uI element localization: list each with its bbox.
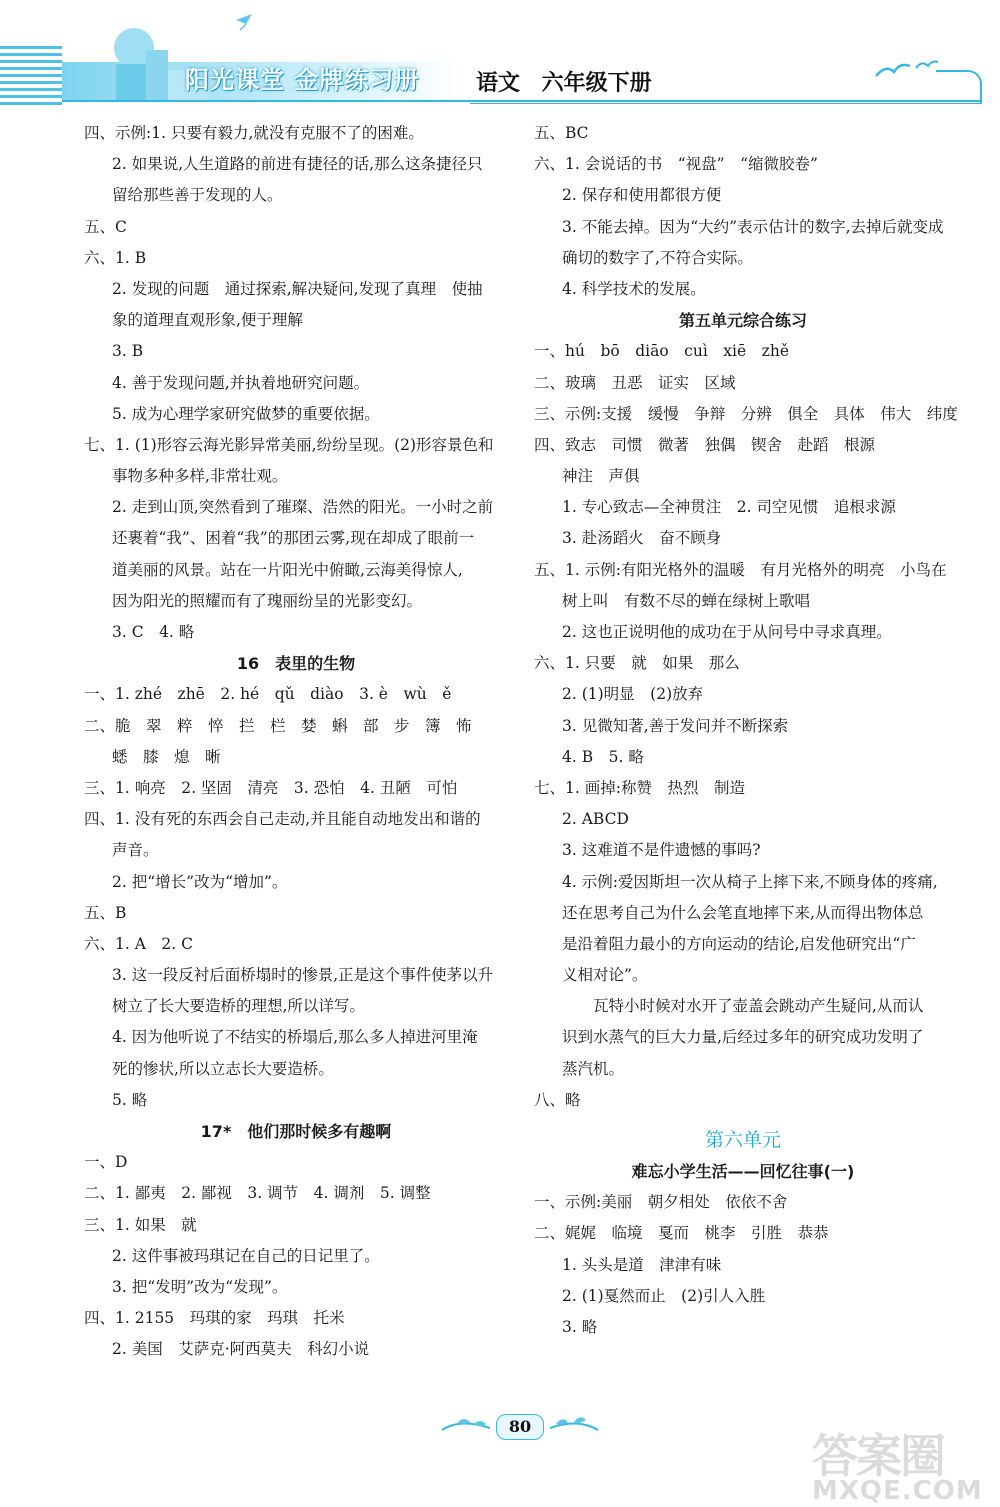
answer-line: 四、示例:1. 只要有毅力,就没有克服不了的困难。	[84, 124, 424, 142]
answer-line: 三、1. 如果 就	[84, 1215, 197, 1234]
right-column	[534, 118, 958, 1343]
answer-line: 一、示例:美丽 朝夕相处 依依不舍	[534, 1193, 788, 1212]
section-heading: 16 表里的生物	[236, 654, 356, 674]
series-title: 阳光课堂 金牌练习册	[185, 66, 420, 94]
answer-line: 五、C	[84, 217, 127, 236]
answer-line: 八、略	[534, 1090, 581, 1109]
answer-line: 2. (1)戛然而止 (2)引人入胜	[562, 1286, 766, 1305]
answer-line: 2. 美国 艾萨克·阿西莫夫 科幻小说	[112, 1340, 370, 1359]
answer-line: 四、1. 没有死的东西会自己走动,并且能自动地发出和谐的	[84, 810, 481, 829]
answer-line: 六、1. B	[84, 248, 147, 267]
subject-grade: 语文 六年级下册	[476, 71, 652, 96]
answer-line: 一、hú bō diāo cuì xiē zhě	[534, 342, 789, 361]
answer-line: 三、示例:支援 缓慢 争辩 分辨 俱全 具体 伟大 纬度	[534, 404, 958, 423]
section-heading: 难忘小学生活——回忆往事(一)	[631, 1162, 855, 1181]
answer-line: 2. 走到山顶,突然看到了璀璨、浩然的阳光。一小时之前	[112, 498, 494, 517]
answer-line: 5. 略	[112, 1090, 148, 1109]
answer-line: 四、1. 2155 玛琪的家 玛琪 托米	[84, 1309, 345, 1328]
answer-line: 1. 专心致志—全神贯注 2. 司空见惯 追根求源	[562, 498, 896, 517]
answer-line: 3. 把“发明”改为“发现”。	[112, 1277, 288, 1296]
answer-line: 是沿着阻力最小的方向运动的结论,启发他研究出“广	[562, 934, 916, 953]
answer-line: 二、1. 鄙夷 2. 鄙视 3. 调节 4. 调剂 5. 调整	[84, 1184, 431, 1203]
answer-line: 树立了长大要造桥的理想,所以详写。	[112, 997, 365, 1016]
answer-line: 3. B	[112, 342, 144, 361]
answer-line: 声音。	[112, 841, 159, 860]
header-rule-secondary	[470, 103, 980, 104]
section-heading: 第五单元综合练习	[678, 311, 807, 331]
answer-line: 4. 因为他听说了不结实的桥塌后,那么多人掉进河里淹	[112, 1028, 478, 1047]
answer-line: 七、1. (1)形容云海光影异常美丽,纷纷呈现。(2)形容景色和	[84, 435, 494, 454]
leaf-right-icon	[548, 1414, 600, 1442]
answer-line: 2. 这件事被玛琪记在自己的日记里了。	[112, 1246, 380, 1265]
header-stripes	[0, 46, 62, 106]
section-heading: 17* 他们那时候多有趣啊	[200, 1122, 392, 1141]
answer-line: 五、BC	[534, 124, 589, 142]
answer-line: 七、1. 画掉:称赞 热烈 制造	[534, 778, 745, 797]
answer-line: 二、脆 翠 粹 悴 拦 栏 婪 蝌 部 步 簿 怖	[84, 716, 472, 735]
answer-line: 死的惨状,所以立志长大要造桥。	[112, 1059, 334, 1078]
answer-line: 3. 这难道不是件遗憾的事吗?	[562, 841, 761, 860]
answer-line: 2. ABCD	[562, 810, 629, 829]
answer-line: 神注 声俱	[562, 467, 640, 486]
answer-line: 识到水蒸气的巨大力量,后经过多年的研究成功发明了	[562, 1028, 924, 1047]
answer-line: 1. 头头是道 津津有味	[562, 1255, 722, 1274]
answer-line: 三、1. 响亮 2. 坚固 清亮 3. 恐怕 4. 丑陋 可怕	[84, 778, 458, 797]
leaf-left-icon	[440, 1414, 492, 1442]
answer-line: 3. 见微知著,善于发问并不断探索	[562, 716, 789, 735]
answer-line: 2. 如果说,人生道路的前进有捷径的话,那么这条捷径只	[112, 155, 483, 174]
answer-line: 2. 把“增长”改为“增加”。	[112, 872, 288, 891]
answer-line: 3. C 4. 略	[112, 623, 195, 641]
header-corner	[936, 70, 982, 104]
answer-line: 树上叫 有数不尽的蝉在绿树上歌唱	[562, 591, 811, 610]
answer-line: 还裹着“我”、困着“我”的那团云雾,现在却成了眼前一	[112, 529, 475, 548]
answer-line: 4. B 5. 略	[562, 747, 644, 766]
birds-icon	[872, 54, 942, 84]
answer-line: 五、1. 示例:有阳光格外的温暖 有月光格外的明亮 小鸟在	[534, 560, 947, 579]
answer-line: 六、1. 只要 就 如果 那么	[534, 654, 740, 673]
answer-line: 还在思考自己为什么会笔直地摔下来,从而得出物体总	[562, 903, 924, 922]
answer-line: 留给那些善于发现的人。	[112, 186, 283, 205]
answer-line: 象的道理直观形象,便于理解	[112, 311, 303, 330]
page-header	[0, 0, 1000, 112]
answer-line: 2. 发现的问题 通过探索,解决疑问,发现了真理 使抽	[112, 279, 483, 298]
watermark-bottom: MXQE.COM	[812, 1476, 983, 1506]
answer-line: 二、玻璃 丑恶 证实 区域	[534, 373, 736, 392]
answer-line: 义相对论”。	[562, 966, 648, 985]
page-number: 80	[496, 1414, 544, 1440]
answer-line: 六、1. A 2. C	[84, 934, 193, 953]
answer-line: 确切的数字了,不符合实际。	[562, 248, 753, 267]
answer-line: 事物多种多样,非常壮观。	[112, 467, 288, 486]
answer-line: 因为阳光的照耀而有了瑰丽纷呈的光影变幻。	[112, 591, 423, 610]
answer-line: 4. 示例:爱因斯坦一次从椅子上摔下来,不顾身体的疼痛,	[562, 872, 938, 891]
answer-line: 3. 略	[562, 1317, 598, 1336]
unit-title: 第六单元	[704, 1129, 781, 1151]
answer-line: 2. 保存和使用都很方便	[562, 186, 722, 205]
watermark-top: 答案圈	[812, 1429, 944, 1483]
page-footer	[440, 1410, 600, 1446]
answer-line: 六、1. 会说话的书 “视盘” “缩微胶卷”	[534, 155, 818, 174]
answer-line: 3. 赴汤蹈火 奋不顾身	[562, 529, 722, 548]
answer-line: 5. 成为心理学家研究做梦的重要依据。	[112, 404, 380, 423]
answer-line: 五、B	[84, 903, 127, 922]
answer-line: 2. (1)明显 (2)放弃	[562, 685, 704, 704]
answer-line: 一、D	[84, 1153, 128, 1172]
answer-line: 一、1. zhé zhē 2. hé qǔ diào 3. è wù ě	[84, 685, 452, 704]
answer-line: 4. 善于发现问题,并执着地研究问题。	[112, 373, 370, 392]
answer-line: 2. 这也正说明他的成功在于从问号中寻求真理。	[562, 623, 892, 641]
answer-line: 道美丽的风景。站在一片阳光中俯瞰,云海美得惊人,	[112, 560, 463, 579]
answer-line: 4. 科学技术的发展。	[562, 279, 706, 298]
answer-line: 3. 不能去掉。因为“大约”表示估计的数字,去掉后就变成	[562, 217, 944, 236]
watermark-logo	[812, 1420, 992, 1506]
answer-line: 蒸汽机。	[562, 1059, 625, 1078]
answer-line: 蟋 膝 熄 晰	[112, 747, 221, 766]
answer-line: 3. 这一段反衬后面桥塌时的惨景,正是这个事件使茅以升	[112, 966, 494, 985]
answer-line: 瓦特小时候对水开了壶盖会跳动产生疑问,从而认	[562, 997, 924, 1016]
left-column	[84, 118, 508, 1366]
answer-line: 四、致志 司惯 微著 独偶 锲舍 赴蹈 根源	[534, 435, 876, 454]
header-rule	[62, 100, 980, 102]
answer-line: 二、娓娓 临境 戛而 桃李 引胜 恭恭	[534, 1224, 829, 1243]
